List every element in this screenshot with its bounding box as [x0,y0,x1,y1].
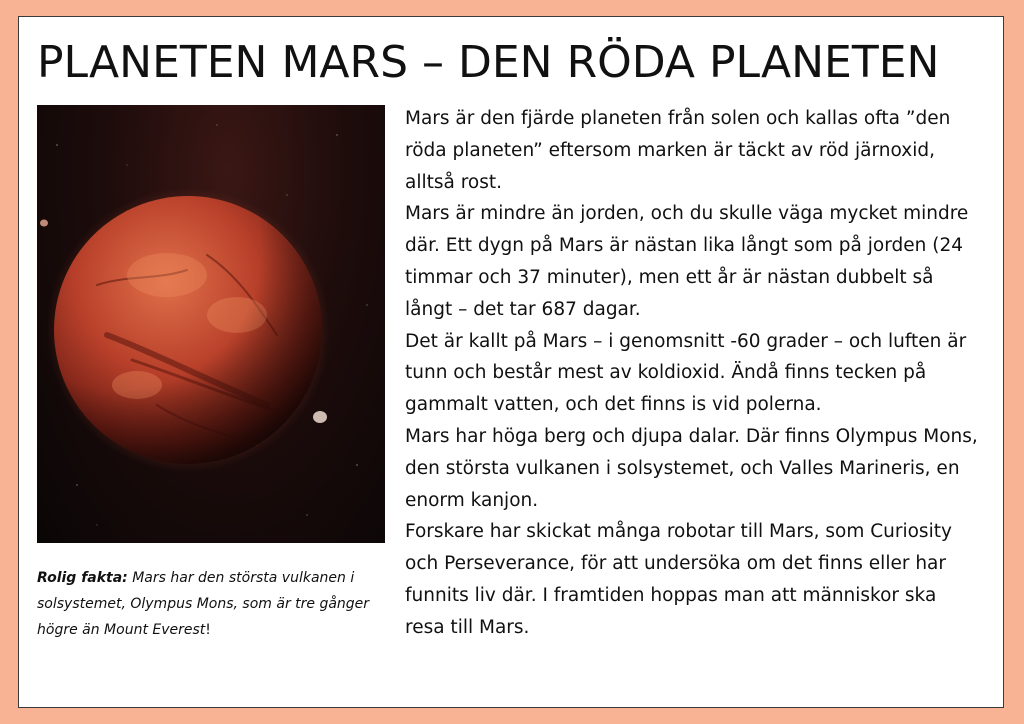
moon-phobos [313,411,327,423]
fun-fact-text: Mars har den största vulkanen i solsystemet, Olympus Mons, som är tre gånger högre än Mount Everest [37,570,370,638]
fun-fact-caption [37,565,385,643]
paragraph-climate: Det är kallt på Mars – i genomsnitt -60 grader – och luften är tunn och består mest av koldioxid. Ändå finns tecken på gammalt vatten, och det finns is vid polerna. [405,330,967,416]
paragraph-intro: Mars är den fjärde planeten från solen och kallas ofta ”den röda planeten” eftersom marken är täckt av röd järnoxid, alltså rost. [405,108,951,193]
paragraph-geography: Mars har höga berg och djupa dalar. Där finns Olympus Mons, den största vulkanen i solsystemet, och Valles Marineris, en enorm kanjon. [405,425,978,511]
worksheet-page [18,16,1004,708]
paragraph-exploration: Forskare har skickat många robotar till Mars, som Curiosity och Perseverance, för att undersöka om det finns eller har funnits liv där. I framtiden hoppas man att människor ska resa till Mars. [405,521,952,638]
paragraph-size-day-year: Mars är mindre än jorden, och du skulle väga mycket mindre där. Ett dygn på Mars är nästan lika långt som på jorden (24 timmar och 37 minuter), men ett år är nästan dubbelt så långt – det tar 687 dagar. [405,203,969,320]
page-title: PLANETEN MARS – DEN RÖDA PLANETEN [37,37,940,88]
fun-fact-label: Rolig fakta: [37,570,128,586]
fun-fact-end: ! [205,622,211,638]
article-body [405,103,979,644]
mars-planet-illustration [37,105,385,543]
moon-deimos [40,220,48,227]
mars-image [37,105,385,543]
